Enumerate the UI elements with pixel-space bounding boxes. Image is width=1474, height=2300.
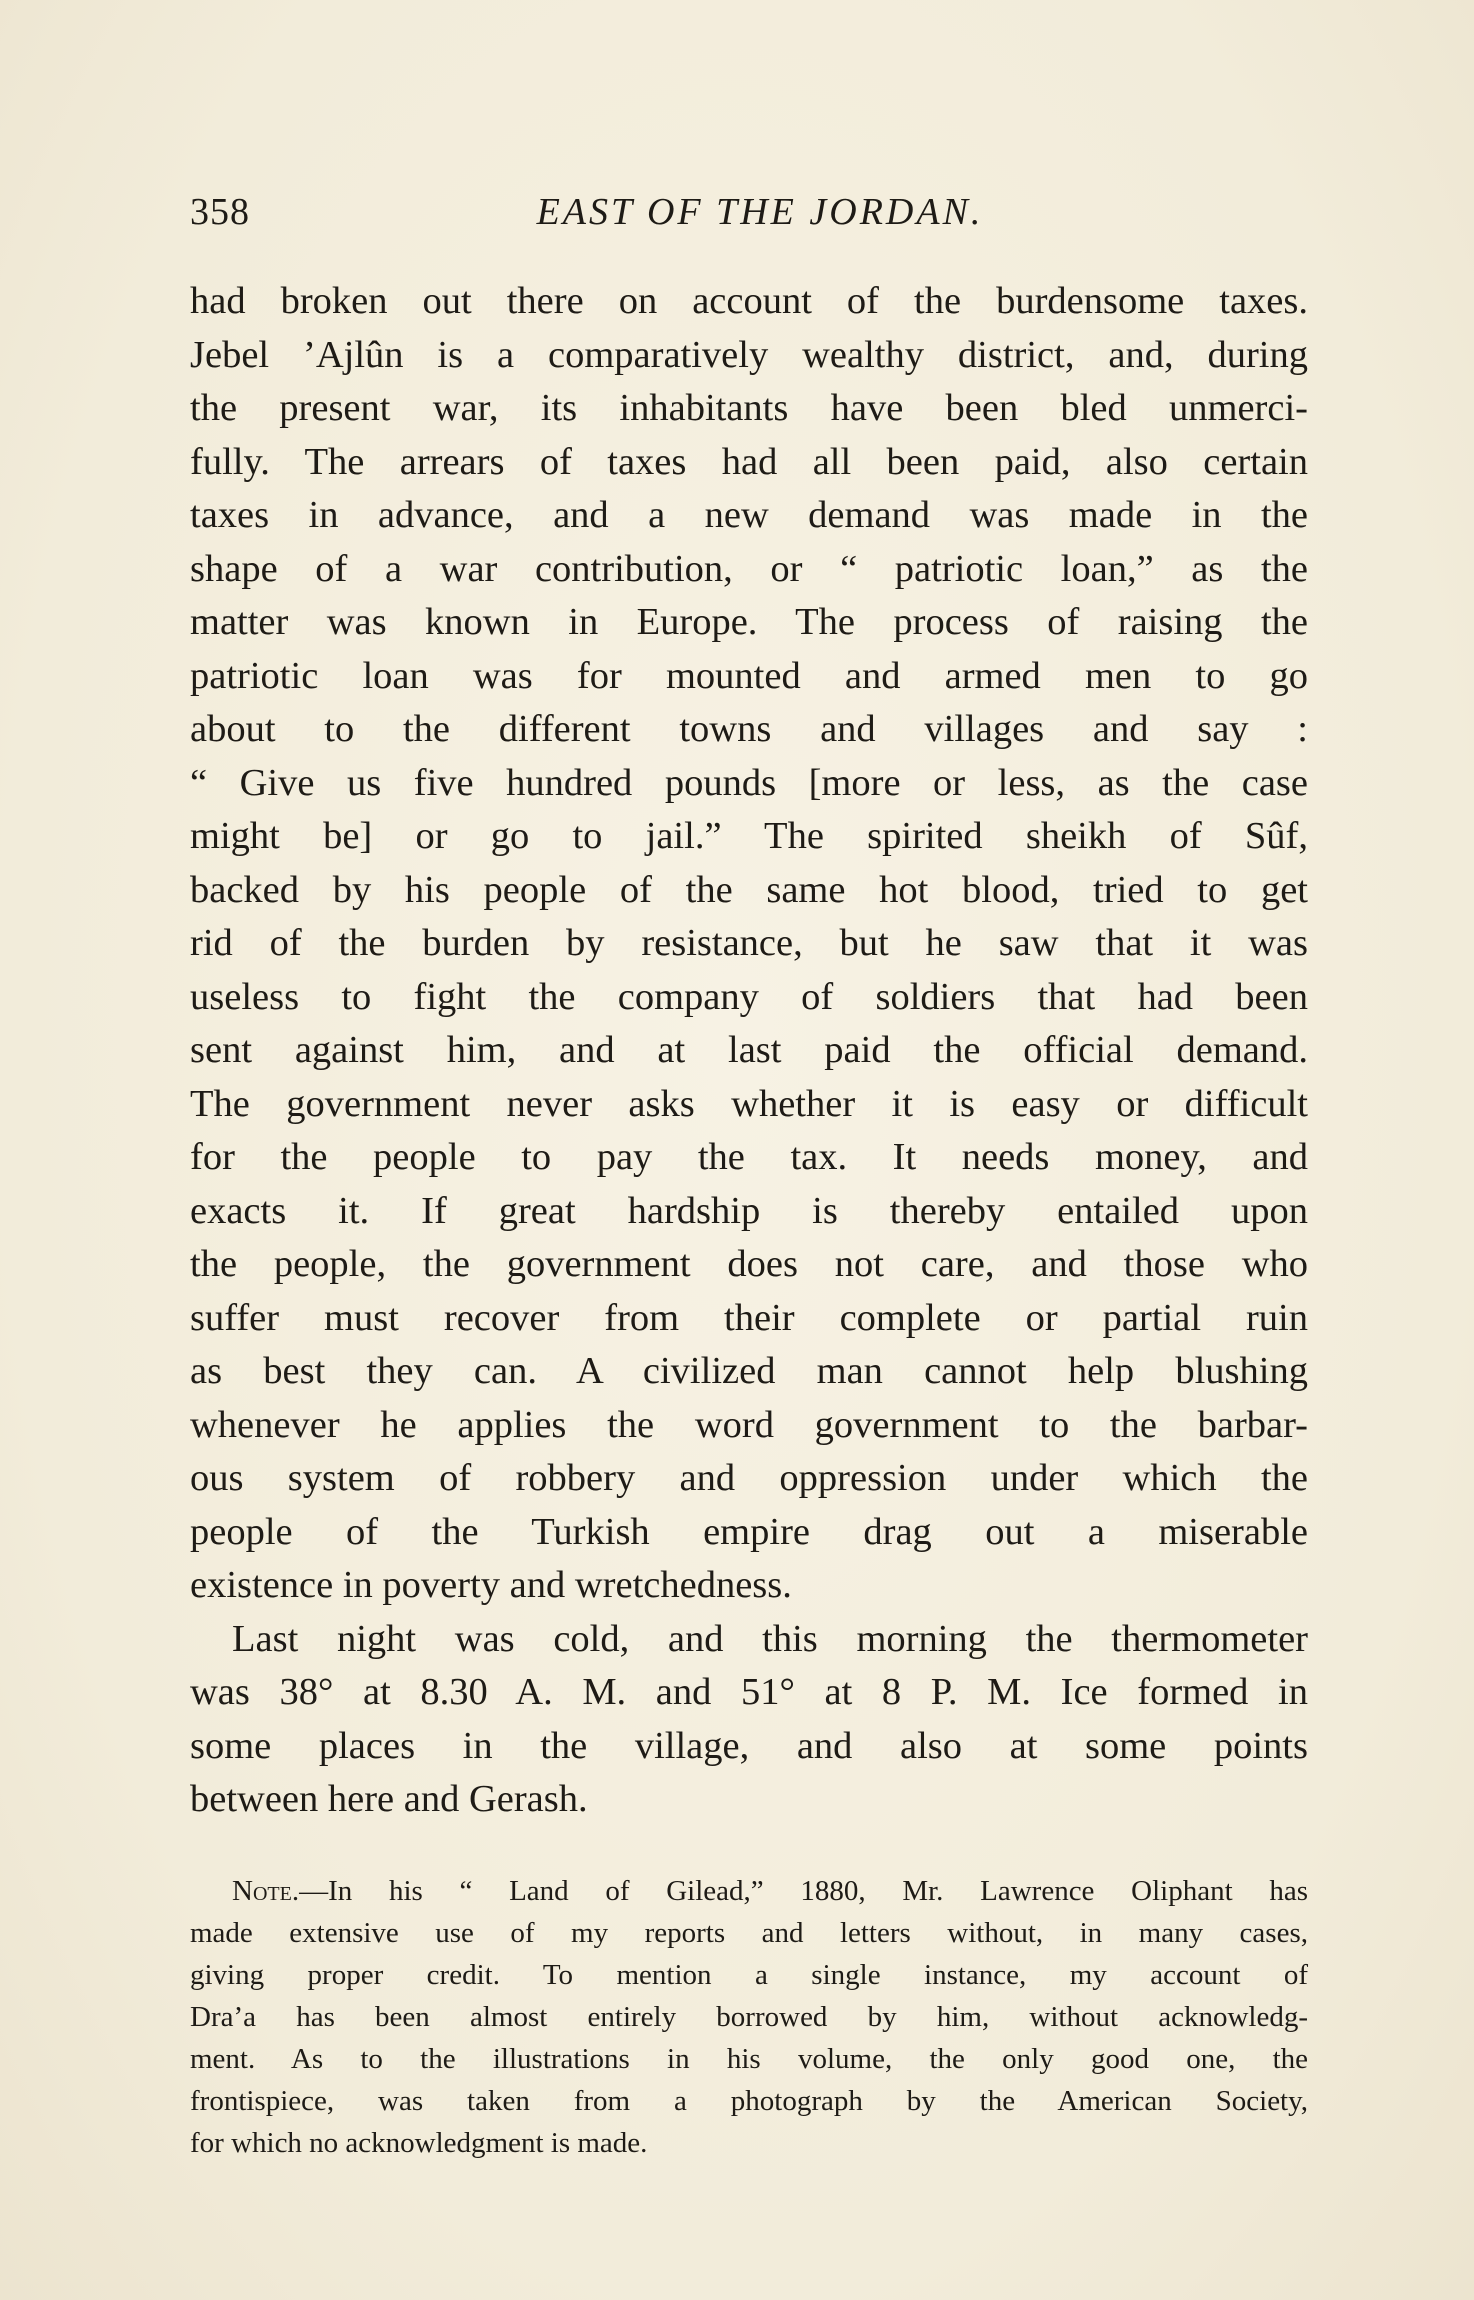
note-line: for which no acknowledgment is made. xyxy=(190,2127,648,2159)
footnote xyxy=(190,1870,1308,2164)
running-head: EAST OF THE JORDAN. xyxy=(536,191,984,233)
text-line: the present war, its inhabitants have been bled unmerci- xyxy=(190,387,1308,429)
text-line: backed by his people of the same hot blood, tried to get xyxy=(190,868,1308,911)
text-line: might be] or go to jail.” The spirited sheikh of Sûf, xyxy=(190,815,1308,857)
text-line: rid of the burden by resistance, but he saw that it was xyxy=(190,922,1308,964)
text-line: The government never asks whether it is easy or difficult xyxy=(190,1082,1308,1125)
text-line: useless to fight the company of soldiers that had been xyxy=(190,975,1308,1018)
text-line: Jebel ’Ajlûn is a comparatively wealthy district, and, during xyxy=(190,333,1308,376)
note-line xyxy=(190,1870,1308,1912)
text-line: people of the Turkish empire drag out a miserable xyxy=(190,1510,1308,1553)
text-line: whenever he applies the word government to the barbar- xyxy=(190,1403,1308,1446)
note-line: ment. As to the illustrations in his volume, the only good one, the xyxy=(190,2043,1308,2075)
text-line: sent against him, and at last paid the official demand. xyxy=(190,1029,1308,1071)
text-line: the people, the government does not care, and those who xyxy=(190,1243,1308,1285)
text-line: patriotic loan was for mounted and armed men to go xyxy=(190,654,1308,697)
main-text xyxy=(190,275,1308,1827)
note-line-text: —In his “ Land of Gilead,” 1880, Mr. Lawrence Oliphant has xyxy=(299,1875,1308,1907)
note-line: frontispiece, was taken from a photograph by the American Society, xyxy=(190,2085,1308,2117)
text-line: fully. The arrears of taxes had all been paid, also certain xyxy=(190,440,1308,483)
text-line: had broken out there on account of the burdensome taxes. xyxy=(190,280,1308,322)
page-number: 358 xyxy=(190,191,250,233)
page-header xyxy=(190,190,1310,250)
text-line: about to the different towns and villages and say : xyxy=(190,708,1308,750)
text-line: as best they can. A civilized man cannot help blushing xyxy=(190,1350,1308,1392)
text-line: suffer must recover from their complete or partial ruin xyxy=(190,1296,1308,1339)
text-line: ous system of robbery and oppression under which the xyxy=(190,1457,1308,1499)
text-line: matter was known in Europe. The process of raising the xyxy=(190,601,1308,643)
note-line: giving proper credit. To mention a single instance, my account of xyxy=(190,1959,1308,1991)
note-line: Dra’a has been almost entirely borrowed by him, without acknowledg- xyxy=(190,2001,1308,2033)
text-line: “ Give us five hundred pounds [more or less, as the case xyxy=(190,761,1308,804)
text-line: shape of a war contribution, or “ patriotic loan,” as the xyxy=(190,547,1308,590)
text-line: was 38° at 8.30 A. M. and 51° at 8 P. M. Ice formed in xyxy=(190,1671,1308,1713)
text-line: some places in the village, and also at some points xyxy=(190,1724,1308,1767)
text-line: existence in poverty and wretchedness. xyxy=(190,1564,792,1606)
text-line: taxes in advance, and a new demand was made in the xyxy=(190,494,1308,536)
note-line: made extensive use of my reports and letters without, in many cases, xyxy=(190,1917,1308,1949)
text-line: Last night was cold, and this morning the thermometer xyxy=(232,1617,1308,1660)
text-line: exacts it. If great hardship is thereby entailed upon xyxy=(190,1189,1308,1232)
note-label: Note. xyxy=(232,1875,300,1907)
text-line: between here and Gerash. xyxy=(190,1778,588,1820)
text-line: for the people to pay the tax. It needs money, and xyxy=(190,1136,1308,1178)
